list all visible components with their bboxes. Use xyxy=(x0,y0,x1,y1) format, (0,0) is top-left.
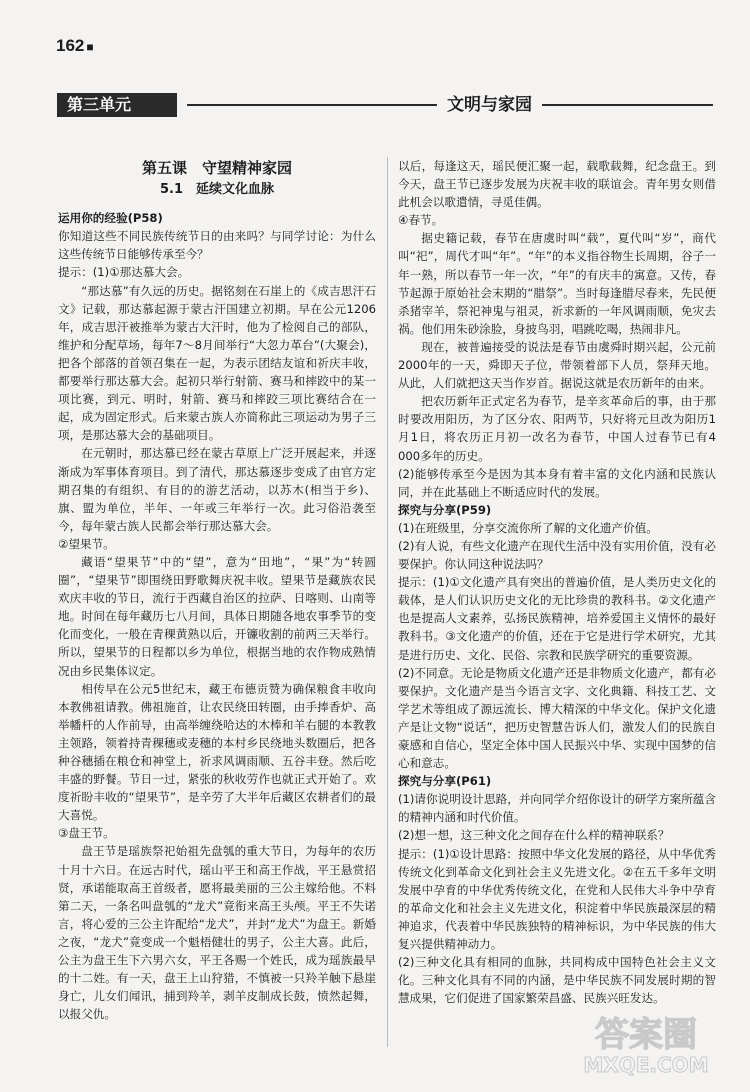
subsection-heading: 探究与分享(P59) xyxy=(398,502,492,517)
body-text: ④春节。 xyxy=(398,213,444,228)
body-text: (2)有人说，有些文化遗产在现代生活中没有实用价值，没有必要保护。你认同这种说法吗？ xyxy=(398,538,716,572)
subsection-heading: 运用你的经验(P58) xyxy=(58,211,163,226)
subsection-heading: 探究与分享(P61) xyxy=(398,774,492,789)
body-paragraph: 现在，被普遍接受的说法是春节由虞舜时期兴起，公元前2000年的一天，舜即天子位，带领着部下人员，祭拜天地。从此，人们就把这天当作岁首。据说这就是农历新年的由来。 xyxy=(398,339,716,391)
body-text: 提示：(1)①设计思路：按照中华文化发展的路径，从中华优秀传统文化到革命文化到社会主义先进文化。②在五千多年文明发展中孕育的中华优秀传统文化，在党和人民伟大斗争中孕育的革命文化和社会主义先进文化，积淀着中华民族最深层的精神追求，代表着中华民族独特的精神标识，为中华民族的伟大复兴提供精神动力。 xyxy=(398,846,716,952)
lesson-title: 第五课 守望精神家园 xyxy=(141,159,292,177)
section-title: 5.1 延续文化血脉 xyxy=(159,182,275,198)
body-paragraph: 相传早在公元5世纪末，藏王布德贡赞为确保粮食丰收向本教佛祖请教。佛祖施首，让农民绕田转圈，由手捧香炉、高举幡杆的人作前导，由高举缠绕哈达的木棒和羊右腿的本教教主领路，领着持青稞穗或麦穗的本村乡民绕地头数圈后，把各种谷穗插在粮仓和神堂上，祈求风调雨顺、五谷丰登。然后吃丰盛的野餐。节日一过，紧张的秋收劳作也就正式开始了。欢度祈盼丰收的“望果节”，是辛劳了大半年后藏区农耕者们的最大喜悦。 xyxy=(58,681,376,823)
right-column xyxy=(398,157,716,1007)
left-column xyxy=(58,157,376,1023)
body-text: 提示：(1)①文化遗产具有突出的普遍价值，是人类历史文化的载体，是人们认识历史文化的无比珍贵的教科书。②文化遗产也是提高人文素养，弘扬民族精神，培养爱国主义情怀的最好教科书。③文化遗产的价值，还在于它是进行学术研究，尤其是进行历史、文化、民俗、宗教和民族学研究的重要资源。 xyxy=(398,575,716,662)
body-text: ③盘王节。 xyxy=(58,826,115,841)
body-paragraph: 据史籍记载，春节在唐虞时叫“载”，夏代叫“岁”，商代叫“祀”，周代才叫“年”。“年”的本义指谷物生长周期，谷子一年一熟，所以春节一年一次，“年”的有庆丰的寓意。又传，春节起源于原始社会末期的“腊祭”。当时每逢腊尽春来，先民便杀猪宰羊，祭祀神鬼与祖灵，祈求新的一年风调雨顺，免灾去祸。他们用朱砂涂脸，身披鸟羽，唱跳吃喝，热闹非凡。 xyxy=(398,231,716,336)
body-text: (1)在班级里，分享交流你所了解的文化遗产价值。 xyxy=(398,520,658,535)
body-text: (2)能够传承至今是因为其本身有着丰富的文化内涵和民族认同，并在此基础上不断适应时代的发展。 xyxy=(398,466,716,499)
unit-title: 文明与家园 xyxy=(437,93,542,117)
unit-header xyxy=(57,93,713,117)
left-column-body xyxy=(58,209,376,1023)
unit-tag: 第三单元 xyxy=(57,93,177,117)
column-divider xyxy=(387,157,388,1047)
body-text: ②望果节。 xyxy=(58,536,115,551)
body-text: (2)想一想，这三种文化之间存在什么样的精神联系？ xyxy=(398,828,670,843)
body-paragraph: 在元朝时，那达慕已经在蒙古草原上广泛开展起来，并逐渐成为军事体育项目。到了清代，那达慕逐步变成了由官方定期召集的有组织、有目的的游艺活动，以苏木(相当于乡)、旗、盟为单位，半年、一年或三年举行一次。此习俗沿袭至今，每年蒙古族人民都会举行那达慕大会。 xyxy=(58,446,376,533)
right-column-body xyxy=(398,157,716,1007)
page-number xyxy=(56,36,94,56)
body-text: 以后，每逢这天，瑶民便汇聚一起，载歌载舞，纪念盘王。到今天，盘王节已逐步发展为庆祝丰收的联谊会。青年男女则借此机会以歌遣情，寻觅佳偶。 xyxy=(398,159,716,210)
body-text: 提示：(1)①那达慕大会。 xyxy=(58,265,190,280)
watermark-logo xyxy=(572,1008,720,1078)
body-text: (1)请你说明设计思路，并向同学介绍你设计的研学方案所蕴含的精神内涵和时代价值。 xyxy=(398,792,716,825)
body-paragraph: 藏语“望果节”中的“望”，意为“田地”，“果”为“转圆圈”，“望果节”即围绕田野歌舞庆祝丰收。望果节是藏族农民欢庆丰收的节日，流行于西藏自治区的拉萨、日喀则、山南等地。时间在每年藏历七八月间，具体日期随各地农事季节的变化而变化，一般在青稞黄熟以后，开镰收割的前两三天举行。所以，望果节的日程都以乡为单位，根据当地的农作物成熟情况由乡民集体议定。 xyxy=(58,554,376,678)
watermark-bottom-text: MXQE.COM xyxy=(583,1053,709,1077)
watermark-top-text: 答案圈 xyxy=(595,1015,697,1055)
body-text: 你知道这些不同民族传统节日的由来吗？与同学讨论：为什么这些传统节日能够传承至今？ xyxy=(58,229,376,262)
body-paragraph: 把农历新年正式定名为春节，是辛亥革命后的事，由于那时要改用阳历，为了区分农、阳两节，只好将元旦改为阳历1月1日，将农历正月初一改名为春节，中国人过春节已有4 000多年的历史。 xyxy=(398,394,716,463)
page-number-mark: ■ xyxy=(86,40,94,54)
body-text: (2)三种文化具有相同的血脉，共同构成中国特色社会主义文化。三种文化具有不同的内涵，是中华民族不同发展时期的智慧成果，它们促进了国家繁荣昌盛、民族兴旺发达。 xyxy=(398,955,716,1006)
body-text: (2)不同意。无论是物质文化遗产还是非物质文化遗产，都有必要保护。文化遗产是当今语言文字、文化典籍、科技工艺、文学艺术等组成了源远流长、博大精深的中华文化。保护文化遗产是让文物“说话”，把历史智慧告诉人们，激发人们的民族自豪感和自信心，坚定全体中国人民振兴中华、实现中国梦的信心和意志。 xyxy=(398,665,716,771)
page-number-text: 162 xyxy=(56,36,85,55)
body-paragraph: 盘王节是瑶族祭祀始祖先盘瓠的重大节日，为每年的农历十月十六日。在远古时代，瑶山平王和高王作战，平王悬赏招贤，承诺能取高王首级者，愿将最美丽的三公主嫁给他。不料第二天，一条名叫盘瓠的“龙犬”竟衔来高王头颅。平王不失诺言，将心爱的三公主许配给“龙犬”，并封“龙犬”为盘王。新婚之夜，“龙犬”竟变成一个魁梧健壮的男子，公主大喜。此后，公主为盘王生下六男六女，平王各赐一个姓氏，成为瑶族最早的十二姓。有一天，盘王上山狩猎，不慎被一只羚羊触下悬崖身亡，儿女们闻讯，捕到羚羊，剥羊皮制成长鼓，愤然起舞，以报父仇。 xyxy=(58,844,376,1022)
body-paragraph: “那达慕”有久远的历史。据铭刻在石崖上的《成吉思汗石文》记载，那达慕起源于蒙古汗国建立初期。早在公元1206年，成吉思汗被推举为蒙古大汗时，他为了检阅自己的部队，维护和分配草场，每年7～8月间举行“大忽力革台”(大聚会)，把各个部落的首领召集在一起，为表示团结友谊和祈庆丰收，都要举行那达慕大会。起初只举行射箭、赛马和摔跤中的某一项比赛，到元、明时，射箭、赛马和摔跤三项比赛结合在一起，成为固定形式。后来蒙古族人亦简称此三项运动为男子三项，是那达慕大会的基础项目。 xyxy=(58,283,376,443)
